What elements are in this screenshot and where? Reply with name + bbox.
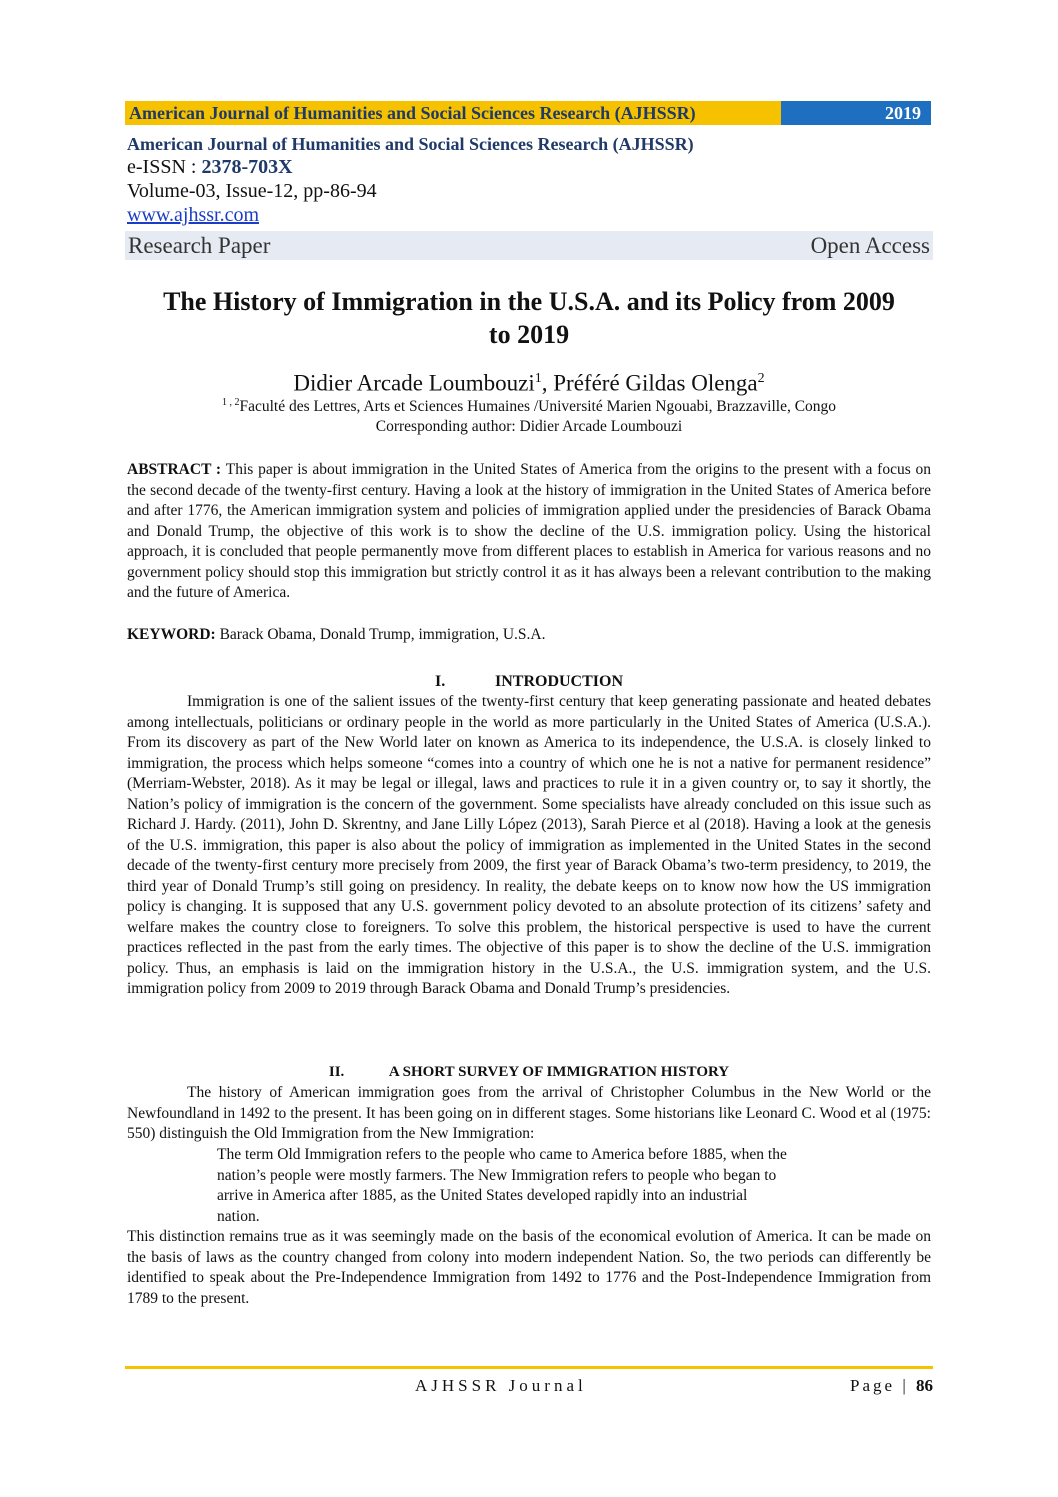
keywords (127, 625, 931, 646)
block-quote: The term Old Immigration refers to the people who came to America before 1885, when the nation’s people were mostly farmers. The New Immigration refers to people who began to arrive in America after 1885, as the United States developed rapidly into an industrial nation. (217, 1146, 787, 1225)
issn-line (127, 155, 933, 179)
affiliation-text: Faculté des Lettres, Arts et Sciences Humaines /Université Marien Ngouabi, Brazzaville, Congo (239, 398, 837, 416)
section-number: II. (328, 1064, 345, 1080)
section-title: INTRODUCTION (494, 673, 623, 690)
page-footer (125, 1375, 933, 1397)
author-1-sup: 1 (534, 371, 542, 386)
section-heading-introduction (127, 672, 931, 692)
abstract-label: ABSTRACT : (127, 461, 226, 478)
journal-meta (127, 133, 933, 227)
page-label: Page | (850, 1376, 916, 1395)
author-2: Préféré Gildas Olenga (553, 370, 758, 396)
author-separator: , (541, 370, 554, 396)
paper-type-label: Research Paper (128, 233, 271, 258)
page-number (850, 1375, 933, 1397)
introduction-paragraph: Immigration is one of the salient issues of the twenty-first century that keep generating passionate and heated debates among intellectuals, politicians or ordinary people in the world as more particularly in the United States of America (U.S.A.). From its discovery as part of the New World later on known as America to its independence, the U.S.A. is closely linked to immigration, the process which helps someone “comes into a country of which one he is not a native for permanent residence” (Merriam-Webster, 2018). As it may be legal or illegal, laws and practices to rule it in a given country or, to say it shortly, the Nation’s policy of immigration is the concern of the government. Some specialists have already concluded on this issue such as Richard J. Hardy. (2011), John D. Skrentny, and Jane Lilly López (2013), Sarah Pierce et al (2018). Having a look at the genesis of the U.S. immigration, this paper is also about the policy of immigration as implemented in the United States in the second decade of the twenty-first century more precisely from 2009, the first year of Barack Obama’s two-term presidency, to 2019, the third year of Donald Trump’s still going on presidency. In reality, the debate keeps on to know now how the US immigration policy is changing. It is supposed that any U.S. government policy devoted to an absolute protection of its citizens’ safety and welfare makes the country close to foreigners. To solve this problem, the historical perspective is used to have the current practices reflected in the past from the early times. The objective of this paper is to show the decline of the U.S. immigration policy. Thus, an emphasis is laid on the immigration history in the U.S.A., the U.S. immigration system, and the U.S. immigration policy from 2009 to 2019 through Barack Obama and Donald Trump’s presidencies. (127, 693, 931, 997)
keyword-label: KEYWORD: (127, 626, 216, 643)
footer-divider (125, 1366, 933, 1369)
access-label: Open Access (810, 233, 930, 258)
issn-label: e-ISSN : (127, 156, 202, 178)
affiliation-sup: 1 , 2 (221, 397, 240, 408)
section-heading-survey (127, 1062, 931, 1082)
footer-journal: AJHSSR Journal (415, 1376, 587, 1395)
header-year: 2019 (781, 101, 931, 125)
header-journal-name: American Journal of Humanities and Social Sciences Research (AJHSSR) (125, 101, 781, 125)
title-line-2: to 2019 (488, 320, 570, 349)
section-number: I. (434, 673, 446, 690)
author-1: Didier Arcade Loumbouzi (293, 370, 535, 396)
paper-type-bar (125, 231, 933, 260)
author-2-sup: 2 (757, 371, 765, 386)
header-band (125, 101, 931, 125)
corresponding-author: Corresponding author: Didier Arcade Loumbouzi (375, 418, 683, 436)
title-line-1: The History of Immigration in the U.S.A. and its Policy from 2009 (163, 287, 895, 316)
keyword-text: Barack Obama, Donald Trump, immigration, U.S.A. (215, 626, 546, 643)
affiliation-line (125, 393, 933, 417)
abstract-text: This paper is about immigration in the United States of America from the origins to the present with a focus on the second decade of the twenty-first century. Having a look at the history of immigration in the United States of America before and after 1776, the American immigration system and policies of immigration applied under the presidencies of Barack Obama and Donald Trump, the objective of this work is to show the decline of the U.S. immigration policy. Using the historical approach, it is concluded that people permanently move from different places to establish in America for various reasons and no government policy should stop this immigration but strictly control it as it has always been a relevant contribution to the making and the future of America. (127, 461, 931, 601)
survey-paragraph-continued: This distinction remains true as it was seemingly made on the basis of the economical evolution of America. It can be made on the basis of laws as the country changed from colony into modern independent Nation. So, the two periods can differently be identified to speak about the Pre-Independence Immigration from 1492 to 1776 and the Post-Independence Immigration from 1789 to the present. (127, 1228, 931, 1307)
abstract (127, 460, 931, 604)
section-title: A SHORT SURVEY OF IMMIGRATION HISTORY (388, 1064, 730, 1080)
website-link[interactable]: www.ajhssr.com (127, 204, 260, 226)
issn-value: 2378-703X (201, 156, 293, 178)
page-num: 86 (916, 1376, 933, 1395)
survey-paragraph: The history of American immigration goes from the arrival of Christopher Columbus in the New World or the Newfoundland in 1492 to the present. It has been going on in different stages. Some historians like Leonard C. Wood et al (1975: 550) distinguish the Old Immigration from the New Immigration: (127, 1084, 931, 1142)
meta-journal-name: American Journal of Humanities and Social Sciences Research (AJHSSR) (127, 134, 694, 154)
paper-title (125, 285, 933, 351)
affiliation (125, 393, 933, 437)
volume-line: Volume-03, Issue-12, pp-86-94 (127, 180, 377, 202)
